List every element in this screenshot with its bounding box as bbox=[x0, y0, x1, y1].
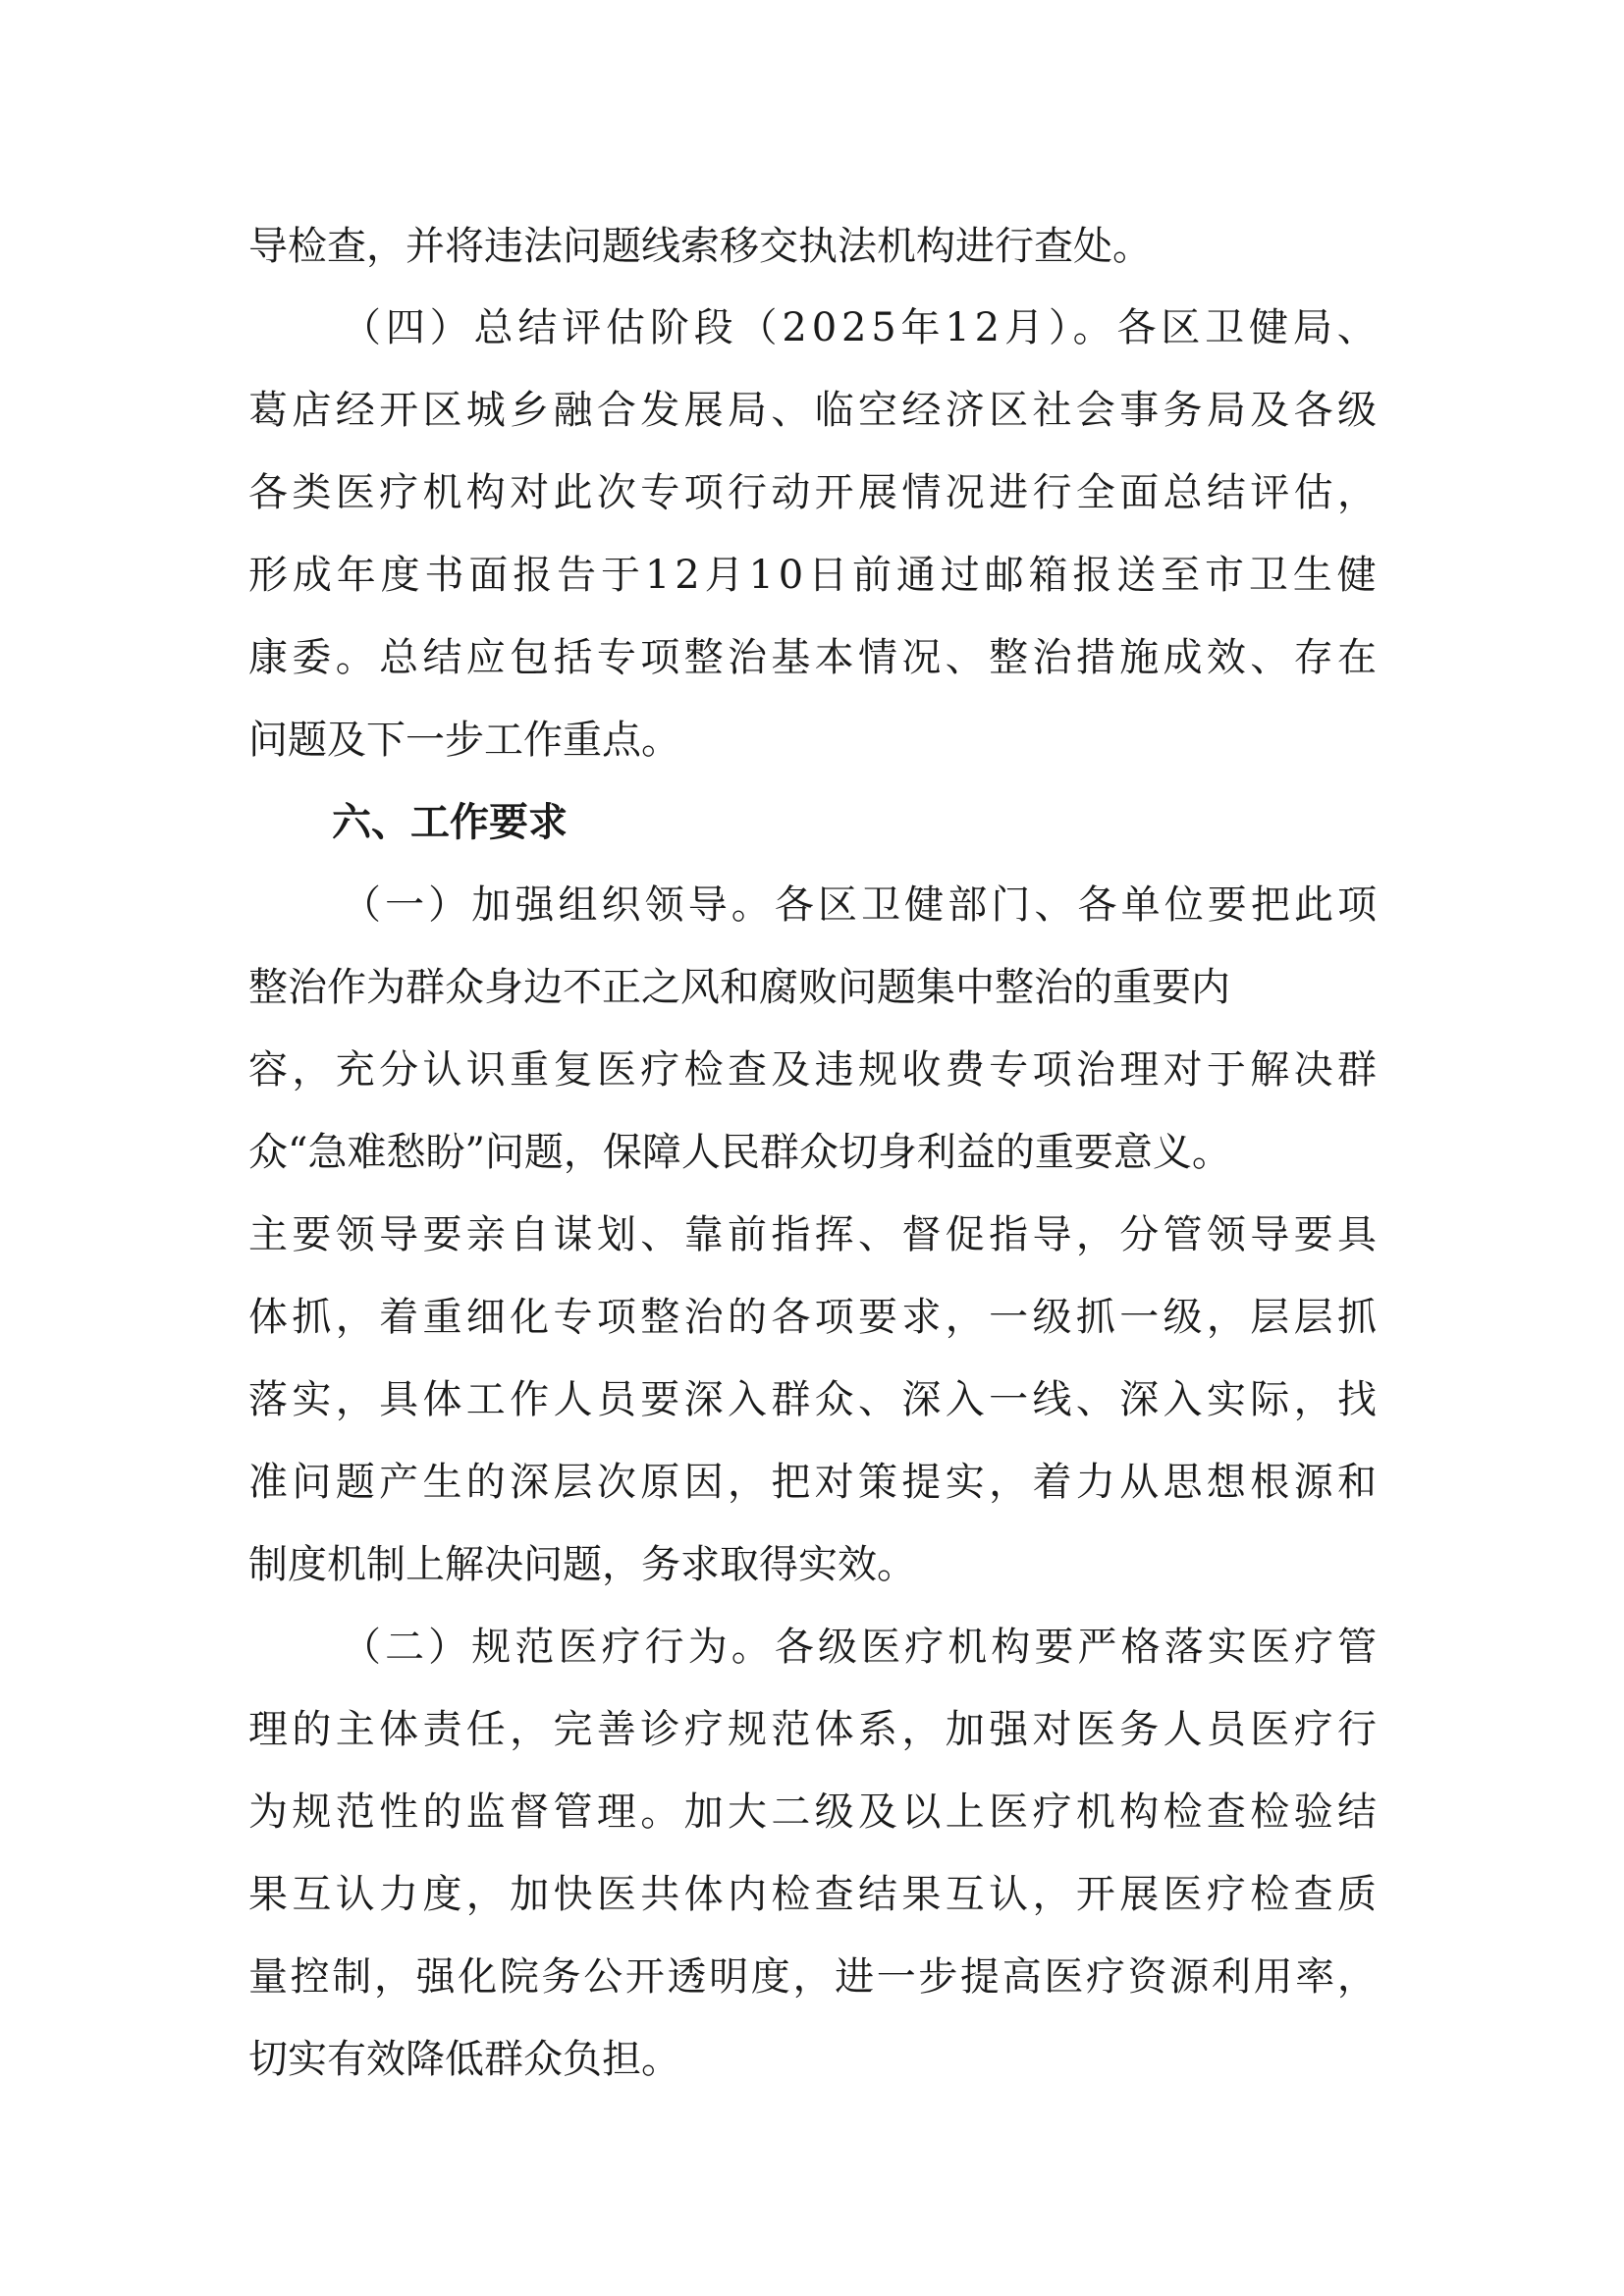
paragraph-line: 为规范性的监督管理。加大二级及以上医疗机构检查检验结 bbox=[248, 1789, 1381, 1835]
paragraph-line: 体抓，着重细化专项整治的各项要求，一级抓一级，层层抓 bbox=[248, 1295, 1381, 1340]
paragraph-line: 量控制，强化院务公开透明度，进一步提高医疗资源利用率， bbox=[248, 1954, 1380, 2000]
paragraph-line: 导检查，并将违法问题线索移交执法机构进行查处。 bbox=[248, 224, 1152, 269]
paragraph-line: 问题及下一步工作重点。 bbox=[248, 718, 680, 763]
paragraph-line: 落实，具体工作人员要深入群众、深入一线、深入实际，找 bbox=[248, 1377, 1381, 1422]
paragraph-line: 切实有效降低群众负担。 bbox=[248, 2037, 680, 2082]
paragraph-line: （四）总结评估阶段（2025年12月）。各区卫健局、 bbox=[342, 305, 1381, 350]
paragraph-line: 果互认力度，加快医共体内检查结果互认，开展医疗检查质 bbox=[248, 1872, 1381, 1917]
paragraph-line: （二）规范医疗行为。各级医疗机构要严格落实医疗管 bbox=[342, 1625, 1381, 1670]
paragraph-line: 容，充分认识重复医疗检查及违规收费专项治理对于解决群 bbox=[248, 1047, 1381, 1093]
paragraph-line: 整治作为群众身边不正之风和腐败问题集中整治的重要内 bbox=[248, 965, 1230, 1010]
paragraph-line: 葛店经开区城乡融合发展局、临空经济区社会事务局及各级 bbox=[248, 388, 1381, 433]
paragraph-line: 各类医疗机构对此次专项行动开展情况进行全面总结评估， bbox=[248, 470, 1381, 515]
paragraph-line: 制度机制上解决问题，务求取得实效。 bbox=[248, 1542, 916, 1587]
section-heading: 六、工作要求 bbox=[332, 800, 568, 845]
paragraph-line: 形成年度书面报告于12月10日前通过邮箱报送至市卫生健 bbox=[248, 553, 1381, 598]
paragraph-line: 理的主体责任，完善诊疗规范体系，加强对医务人员医疗行 bbox=[248, 1707, 1381, 1752]
paragraph-line: 准问题产生的深层次原因，把对策提实，着力从思想根源和 bbox=[248, 1460, 1381, 1505]
paragraph-line: （一）加强组织领导。各区卫健部门、各单位要把此项 bbox=[342, 882, 1381, 928]
paragraph-line: 康委。总结应包括专项整治基本情况、整治措施成效、存在 bbox=[248, 635, 1381, 680]
paragraph-line: 众“急难愁盼”问题，保障人民群众切身利益的重要意义。 bbox=[248, 1130, 1231, 1175]
paragraph-line: 主要领导要亲自谋划、靠前指挥、督促指导，分管领导要具 bbox=[248, 1212, 1381, 1257]
